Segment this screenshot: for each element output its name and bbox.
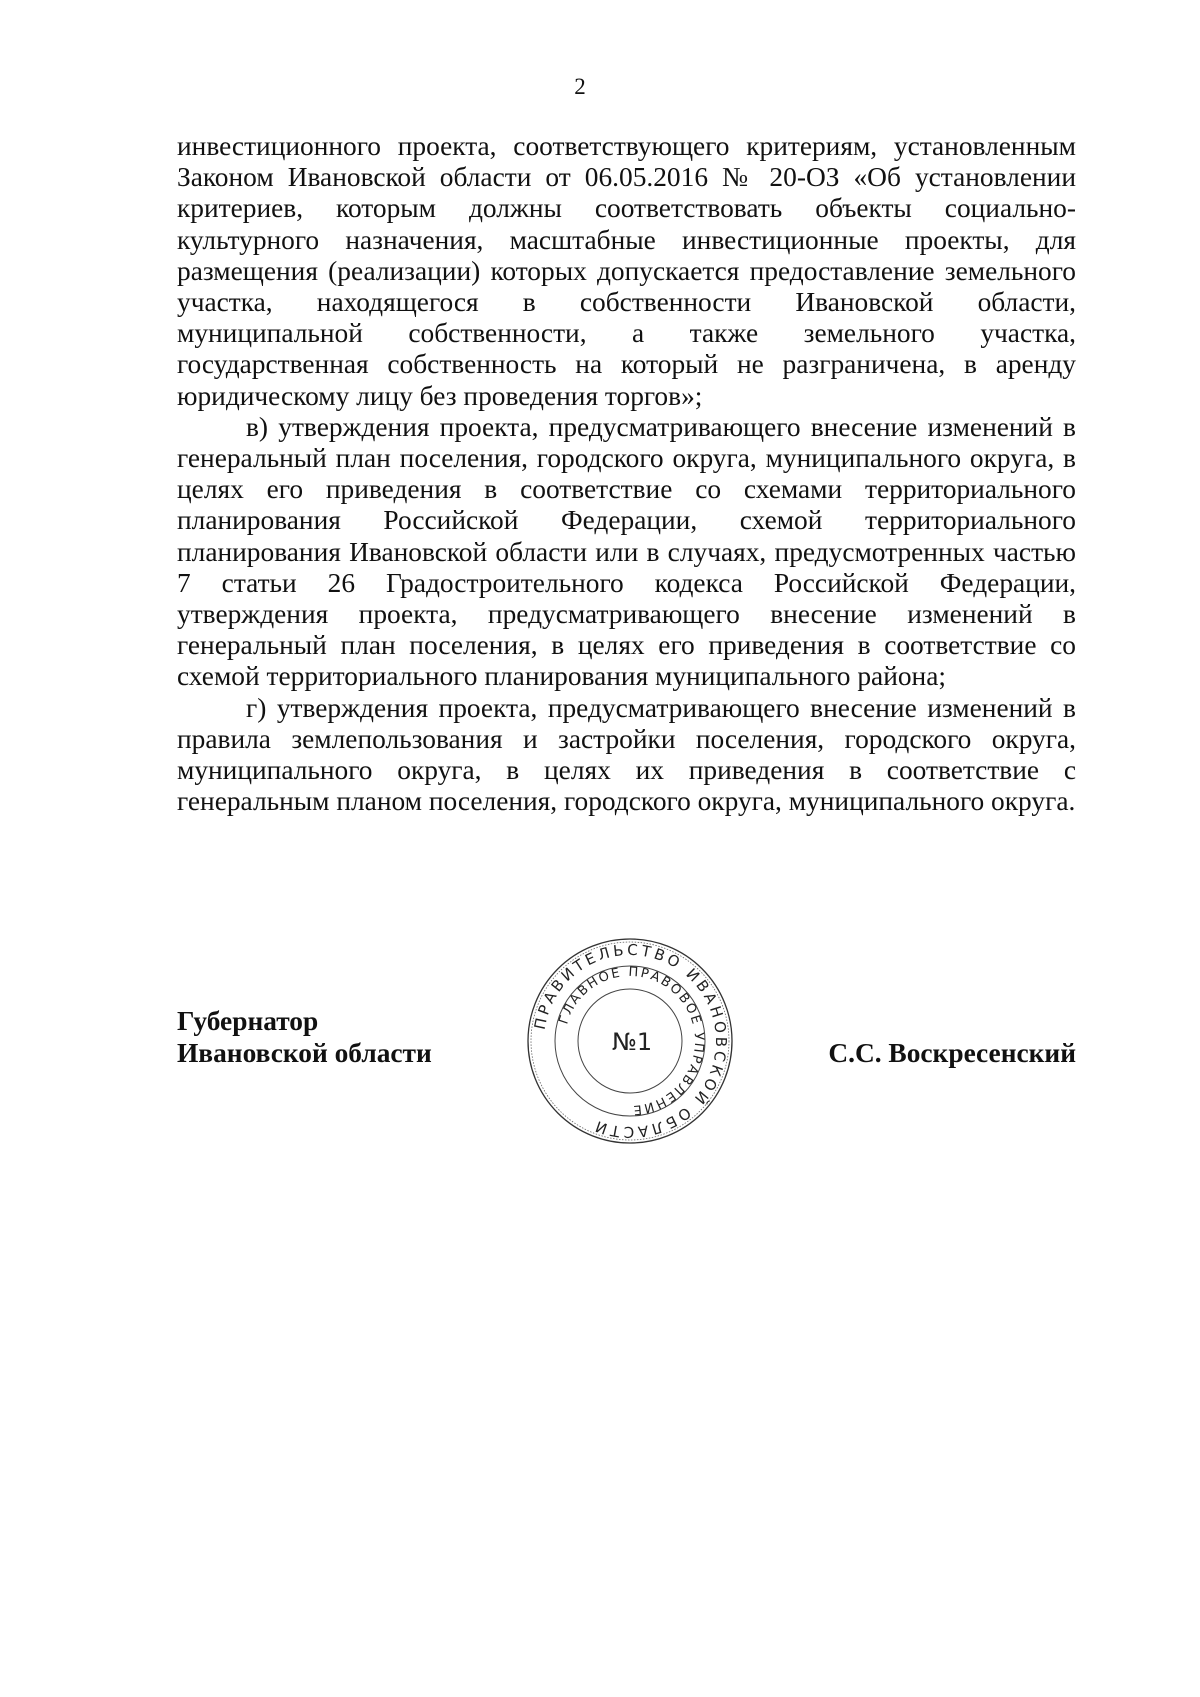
seal-graphic (525, 936, 735, 1146)
signatory-title (177, 1005, 432, 1069)
signatory-title-line2: Ивановской области (177, 1038, 432, 1068)
seal-outer-text: ПРАВИТЕЛЬСТВО ИВАНОВСКОЙ ОБЛАСТИ (530, 940, 731, 1142)
paragraph-item-g: г) утверждения проекта, предусматривающего внесение изменений в правила землепользования и застройки поселения, городского округа, муниципального округа, в целях их приведения в соответствие с генеральным планом поселения, городского округа, муниципального округа. (177, 692, 1076, 817)
paragraph-item-v: в) утверждения проекта, предусматривающего внесение изменений в генеральный план поселения, городского округа, муниципального округа, в целях его приведения в соответствие со схемами территориального планирования Российской Федерации, схемой территориального планирования Ивановской области или в случаях, предусмотренных частью 7 статьи 26 Градостроительного кодекса Российской Федерации, утверждения проекта, предусматривающего внесение изменений в генеральный план поселения, в целях его приведения в соответствие со схемой территориального планирования муниципального района; (177, 411, 1076, 692)
signatory-title-line1: Губернатор (177, 1006, 319, 1036)
page-number: 2 (574, 74, 586, 99)
seal-center-text: №1 (611, 1028, 653, 1056)
official-seal-stamp (525, 936, 735, 1146)
signer-name: С.С. Воскресенский (828, 1038, 1076, 1068)
document-body (177, 131, 1076, 817)
seal-inner-text: ГЛАВНОЕ ПРАВОВОЕ УПРАВЛЕНИЕ (556, 964, 707, 1118)
paragraph-continuation: инвестиционного проекта, соответствующего критериям, установленным Законом Ивановской области от 06.05.2016 № 20-ОЗ «Об установлении критериев, которым должны соответствовать объекты социально-культурного назначения, масштабные инвестиционные проекты, для размещения (реализации) которых допускается предоставление земельного участка, находящегося в собственности Ивановской области, муниципальной собственности, а также земельного участка, государственная собственность на который не разграничена, в аренду юридическому лицу без проведения торгов»; (177, 131, 1076, 411)
